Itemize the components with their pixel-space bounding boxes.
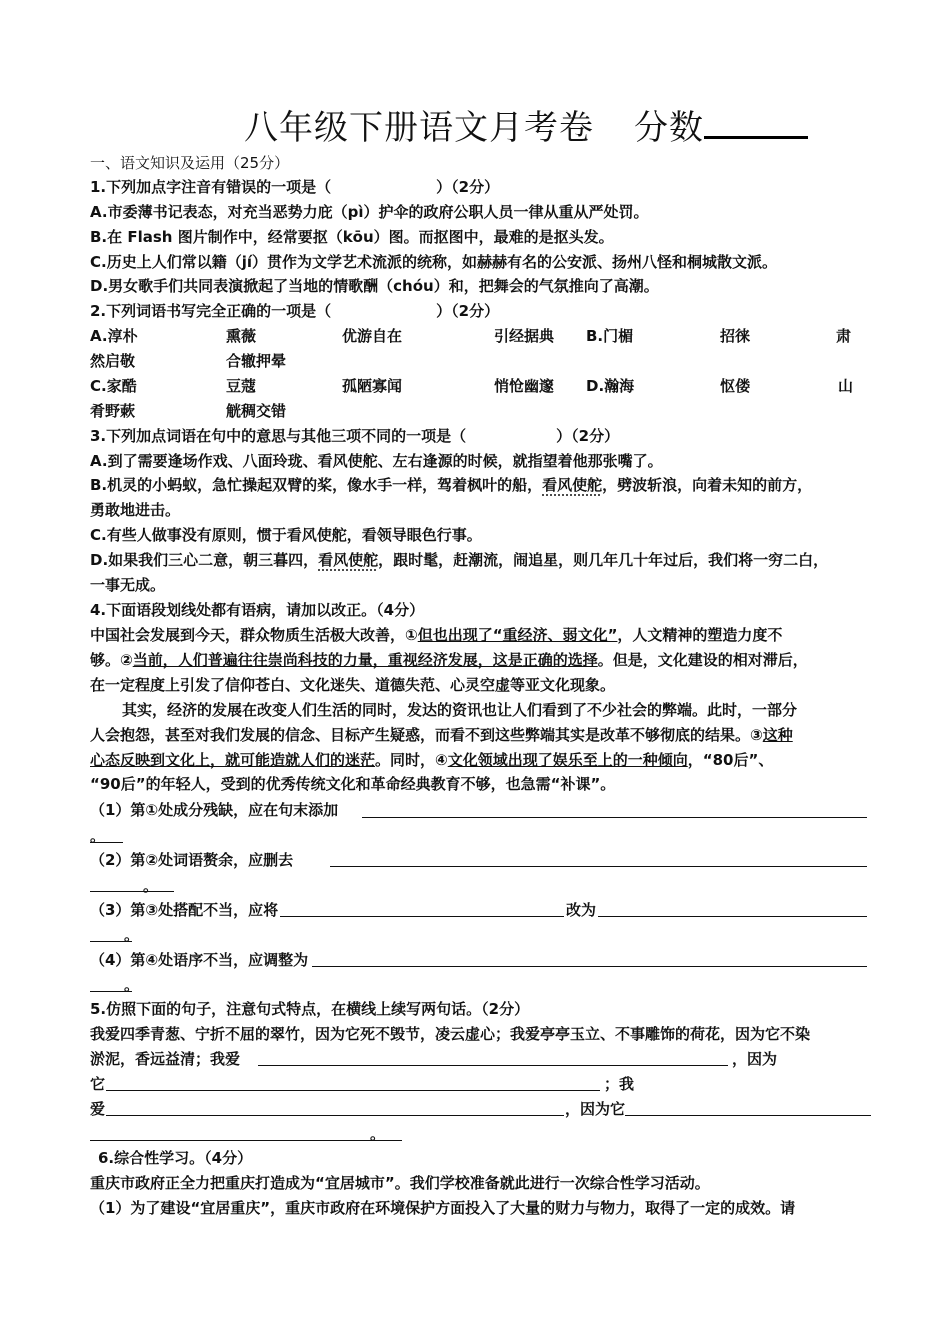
q2-row1-cell: A.淳朴 xyxy=(90,327,138,345)
q5-line: 它 xyxy=(90,1075,106,1093)
passage-line: “90后”的年轻人，受到的优秀传统文化和革命经典教育不够，也急需“补课”。 xyxy=(90,775,616,793)
answer-line-4-cont[interactable] xyxy=(90,991,132,992)
answer-line-2[interactable] xyxy=(330,866,867,867)
sub-question-2-end: 。 xyxy=(143,877,159,895)
sub-question-1-end: 。 xyxy=(90,827,106,845)
q2-row4-cell: 肴野蔌 xyxy=(90,402,136,420)
q2-row1-cell: 引经据典 xyxy=(494,327,555,345)
option-b-text: ，劈波斩浪，向着未知的前方， xyxy=(602,476,813,494)
q2-row1-cell: 肃 xyxy=(836,327,852,345)
question-3-option-c: C.有些人做事没有原则，惯于看风使舵，看领导眼色行事。 xyxy=(90,526,482,544)
score-label: 分数 xyxy=(634,108,704,148)
q5-answer-line-5[interactable] xyxy=(90,1140,402,1141)
dotted-phrase: 看风使舵 xyxy=(542,476,603,494)
sub-question-2: （2）第②处词语赘余，应删去 xyxy=(90,851,294,869)
title-text: 八年级下册语文月考卷 xyxy=(244,108,594,148)
passage-line xyxy=(90,650,808,670)
q2-row3-cell: D.瀚海 xyxy=(586,377,635,395)
passage-line xyxy=(90,625,782,645)
q5-line-tail: ，因为它 xyxy=(565,1100,626,1118)
q2-row2-cell: 合辙押晕 xyxy=(226,352,287,370)
underlined-sentence-3: 心态反映到文化上，就可能造就人们的迷茫 xyxy=(90,751,376,769)
question-5-stem: 5.仿照下面的句子，注意句式特点，在横线上续写两句话。（2分） xyxy=(90,1000,530,1018)
passage-text: 够。② xyxy=(90,651,133,669)
sub-question-3: （3）第③处搭配不当，应将 xyxy=(90,901,279,919)
q2-row3-cell: 孤陋寡闻 xyxy=(342,377,403,395)
sub-question-4-end: 。 xyxy=(124,976,140,994)
q5-line-tail: ，因为 xyxy=(732,1050,778,1068)
answer-line-3b[interactable] xyxy=(598,916,867,917)
q2-row2-cell: 然启敬 xyxy=(90,352,136,370)
underlined-sentence-4: 文化领域出现了娱乐至上的一种倾向 xyxy=(447,751,688,769)
question-3-stem: 3.下列加点词语在句中的意思与其他三项不同的一项是（ ）（2分） xyxy=(90,427,620,445)
question-3-option-b xyxy=(90,475,812,495)
question-4-stem: 4.下面语段划线处都有语病，请加以改正。（4分） xyxy=(90,601,425,619)
passage-line xyxy=(90,725,793,745)
q2-row4-cell: 觥稠交错 xyxy=(226,402,287,420)
q2-row1-cell: B.门楣 xyxy=(586,327,634,345)
underlined-sentence-3: 这种 xyxy=(762,726,793,744)
question-1-stem: 1.下列加点字注音有错误的一项是（ ）（2分） xyxy=(90,178,500,196)
q5-line: 爱 xyxy=(90,1100,106,1118)
q5-end: 。 xyxy=(370,1125,386,1143)
option-d-text: ，跟时髦，赶潮流，闹追星，则几年几十年过后，我们将一穷二白， xyxy=(378,551,829,569)
question-1-option-a: A.市委薄书记表态，对充当恶势力庇（pì）护伞的政府公职人员一律从重从严处罚。 xyxy=(90,203,649,221)
option-d-text: D.如果我们三心二意，朝三暮四， xyxy=(90,551,319,569)
question-1-option-b: B.在 Flash 图片制作中，经常要抠（kōu）图。而抠图中，最难的是抠头发。 xyxy=(90,228,614,246)
q2-row1-cell: 招徕 xyxy=(720,327,751,345)
passage-line: 在一定程度上引发了信仰苍白、文化迷失、道德失范、心灵空虚等亚文化现象。 xyxy=(90,676,616,694)
question-3-option-a: A.到了需要逢场作戏、八面玲珑、看风使舵、左右逢源的时候，就指望着他那张嘴了。 xyxy=(90,452,663,470)
q5-answer-line-2[interactable] xyxy=(106,1090,600,1091)
question-6-stem: 6.综合性学习。（4分） xyxy=(98,1149,253,1167)
q2-row3-cell: 山 xyxy=(838,377,854,395)
passage-text: 。同时，④ xyxy=(375,751,448,769)
q5-example-line: 我爱四季青葱、宁折不屈的翠竹，因为它死不毁节，凌云虚心；我爱亭亭玉立、不事雕饰的荷花，因为它不染 xyxy=(90,1025,811,1043)
q2-row3-cell: 悄怆幽邃 xyxy=(494,377,555,395)
passage-line: 其实，经济的发展在改变人们生活的同时，发达的资讯也让人们看到了不少社会的弊端。此时，一部分 xyxy=(122,701,798,719)
question-3-option-b-cont: 勇敢地进击。 xyxy=(90,501,181,519)
passage-text: 中国社会发展到今天，群众物质生活极大改善，① xyxy=(90,626,418,644)
question-3-option-d xyxy=(90,550,828,570)
dotted-phrase: 看风使舵 xyxy=(318,551,379,569)
q5-line-tail: ；我 xyxy=(604,1075,635,1093)
answer-line-2-cont[interactable] xyxy=(90,891,174,892)
passage-line xyxy=(90,750,773,770)
question-1-option-c: C.历史上人们常以籍（jí）贯作为文学艺术流派的统称，如赫赫有名的公安派、扬州八怪和桐城散文派。 xyxy=(90,253,777,271)
q2-row3-cell: 豆蔻 xyxy=(226,377,257,395)
sub-question-1: （1）第①处成分残缺，应在句末添加 xyxy=(90,801,339,819)
answer-line-1[interactable] xyxy=(362,817,867,818)
q6-sub-question-1: （1）为了建设“宜居重庆”，重庆市政府在环境保护方面投入了大量的财力与物力，取得了一定的成效。请 xyxy=(90,1199,796,1217)
answer-line-1-cont[interactable] xyxy=(90,842,123,843)
option-b-text: B.机灵的小蚂蚁，急忙操起双臂的桨，像水手一样，驾着枫叶的船， xyxy=(90,476,543,494)
answer-line-3a[interactable] xyxy=(280,916,564,917)
page-title xyxy=(244,100,808,149)
sub-question-3-mid: 改为 xyxy=(566,901,597,919)
q6-intro: 重庆市政府正全力把重庆打造成为“宜居城市”。我们学校准备就此进行一次综合性学习活动。 xyxy=(90,1174,710,1192)
question-3-option-d-cont: 一事无成。 xyxy=(90,576,166,594)
q2-row3-cell: 怄偻 xyxy=(720,377,751,395)
sub-question-3-end: 。 xyxy=(124,926,140,944)
section-heading: 一、语文知识及运用（25分） xyxy=(90,154,290,172)
answer-line-4[interactable] xyxy=(312,966,867,967)
question-2-stem: 2.下列词语书写完全正确的一项是（ ）（2分） xyxy=(90,302,500,320)
answer-line-3-cont[interactable] xyxy=(90,941,132,942)
q2-row1-cell: 优游自在 xyxy=(342,327,403,345)
q5-answer-line-3[interactable] xyxy=(106,1115,564,1116)
score-blank[interactable] xyxy=(704,106,808,139)
underlined-sentence-1: 但也出现了“重经济、弱文化” xyxy=(417,626,618,644)
passage-text: 人会抱怨，甚至对我们发展的信念、目标产生疑惑，而看不到这些弊端其实是改革不够彻底的结果。③ xyxy=(90,726,763,744)
q5-line: 淤泥，香远益清；我爱 xyxy=(90,1050,241,1068)
sub-question-4: （4）第④处语序不当，应调整为 xyxy=(90,951,309,969)
q5-answer-line-4[interactable] xyxy=(625,1115,871,1116)
passage-text: 。但是，文化建设的相对滞后， xyxy=(597,651,808,669)
underlined-sentence-2: 当前，人们普遍往往崇尚科技的力量，重视经济发展，这是正确的选择 xyxy=(132,651,598,669)
question-1-option-d: D.男女歌手们共同表演掀起了当地的情歌酬（chóu）和，把舞会的气氛推向了高潮。 xyxy=(90,277,659,295)
passage-text: ，“80后”、 xyxy=(687,751,774,769)
q5-answer-line-1[interactable] xyxy=(258,1065,728,1066)
q2-row3-cell: C.家酷 xyxy=(90,377,137,395)
q2-row1-cell: 熏薇 xyxy=(226,327,257,345)
passage-text: ，人文精神的塑造力度不 xyxy=(617,626,783,644)
